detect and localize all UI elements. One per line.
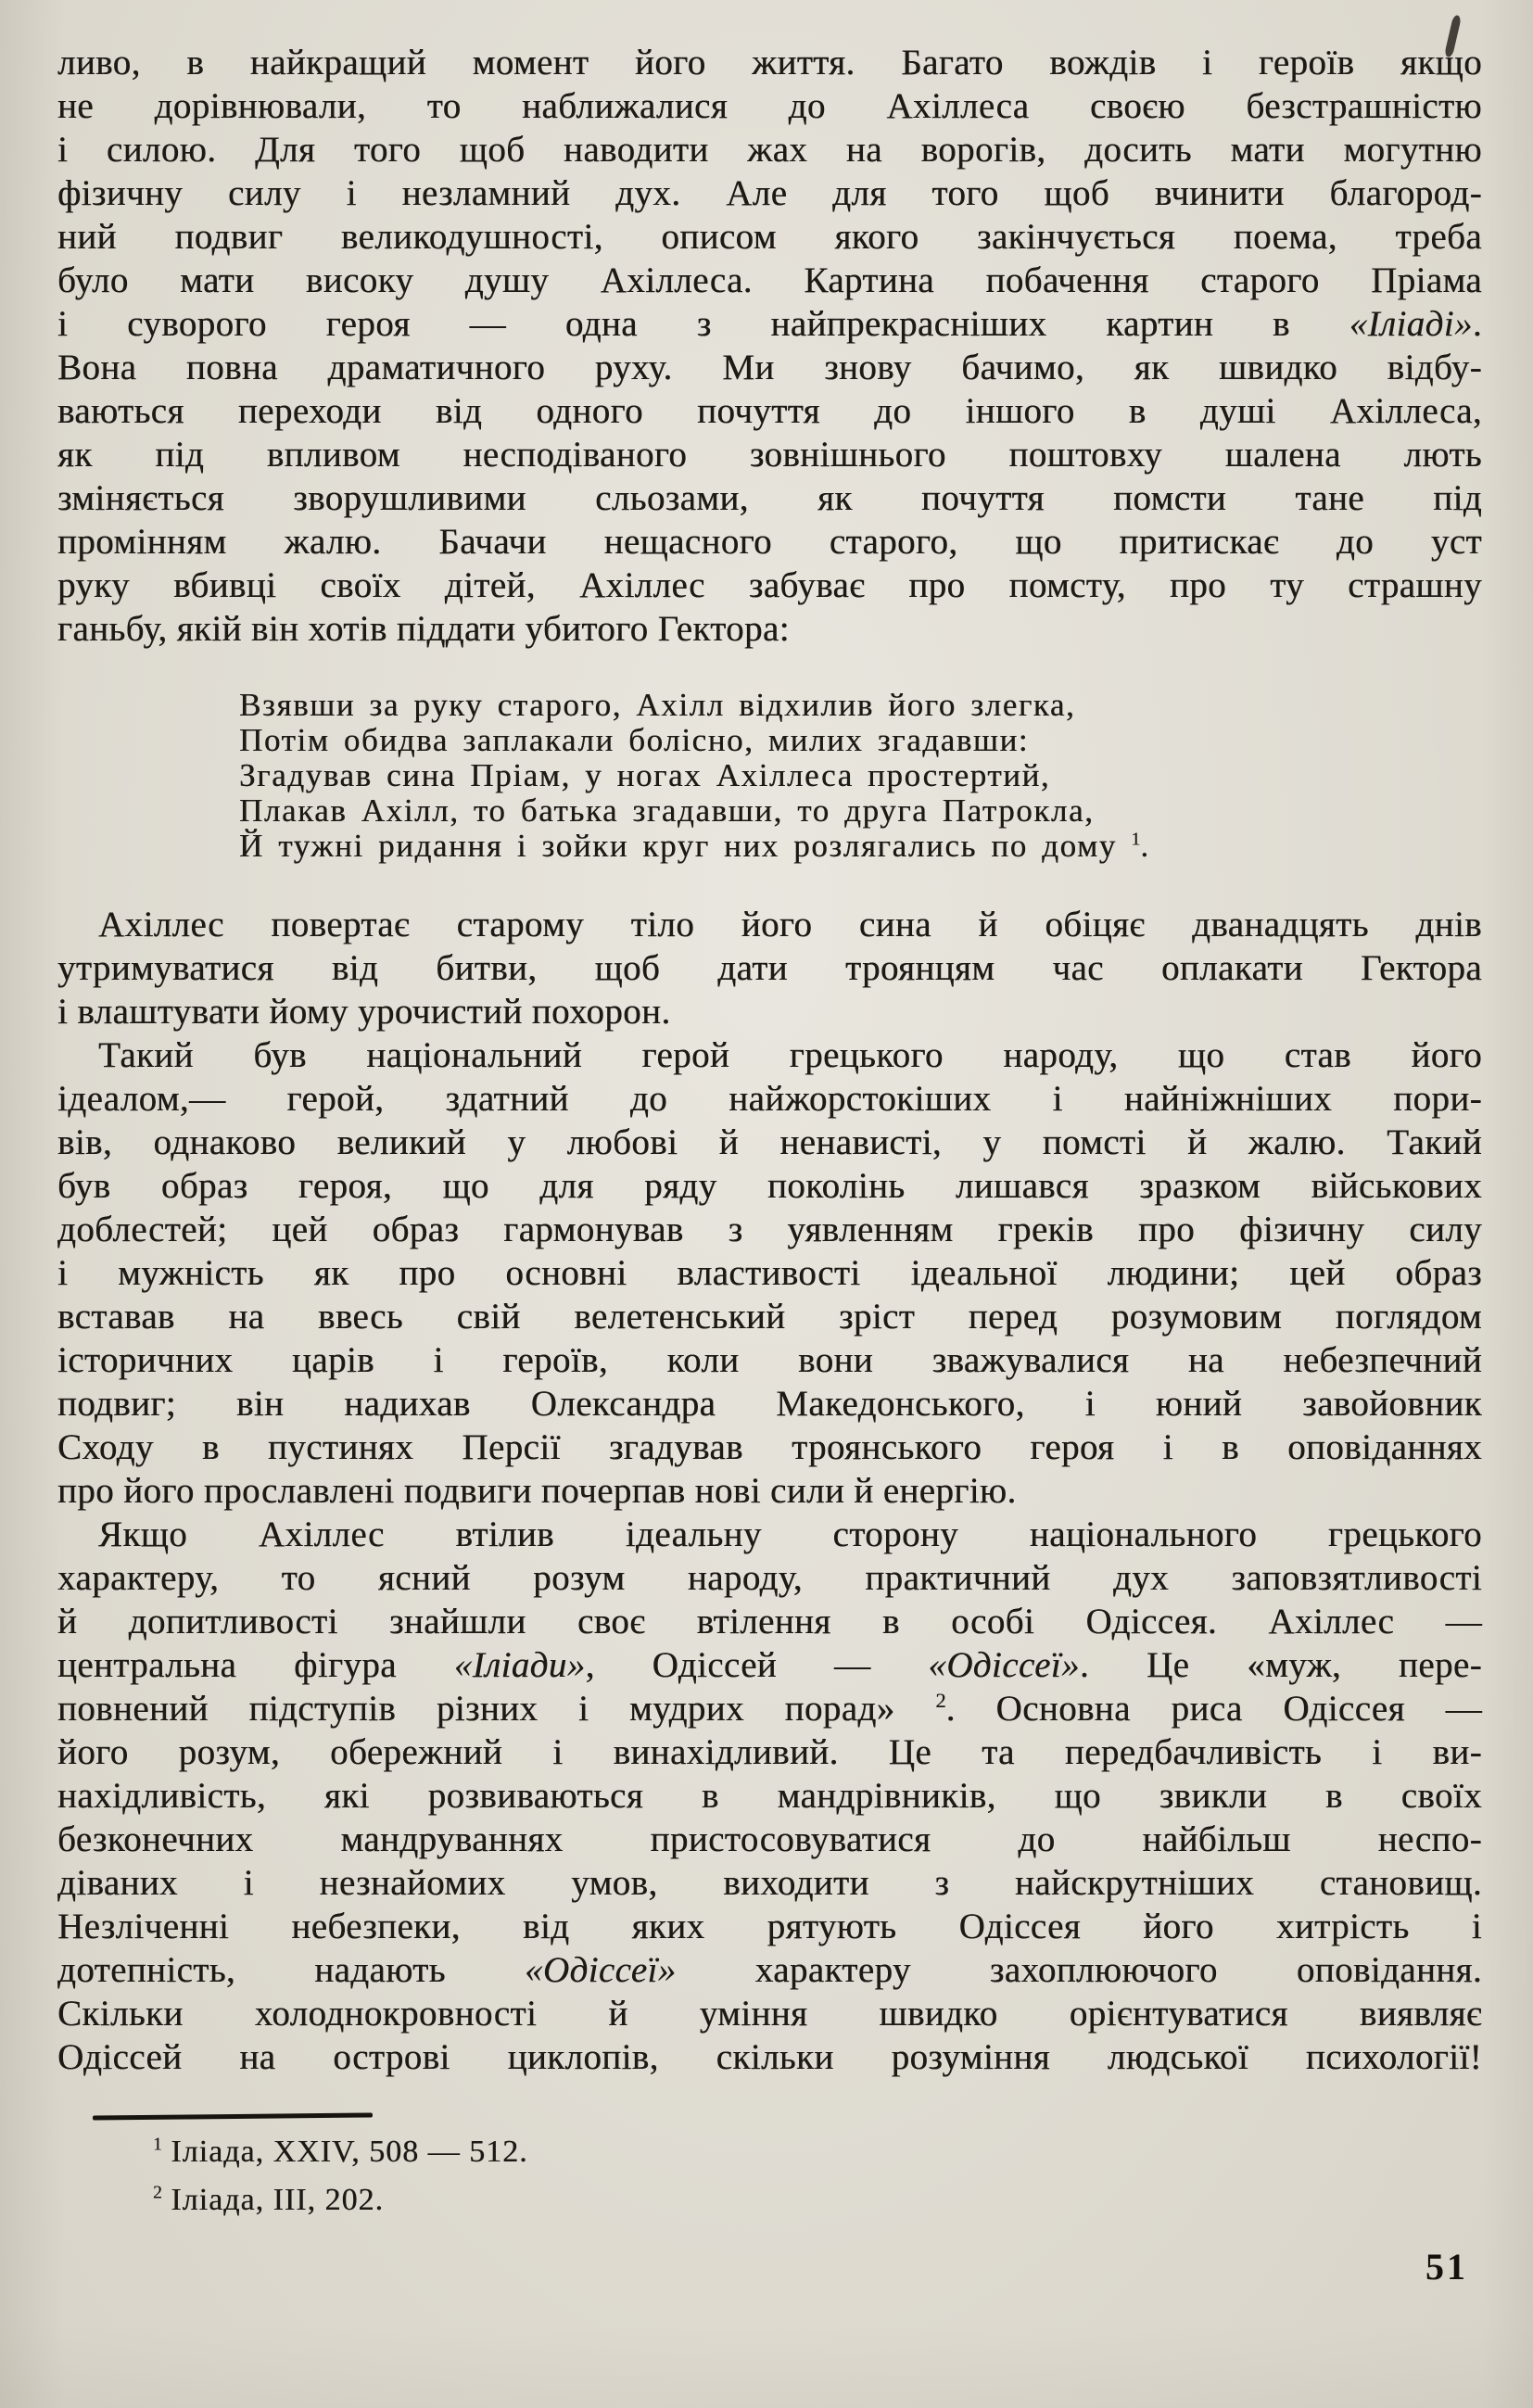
text-line: вставав на ввесь свій велетенський зріст перед розумовим поглядом — [57, 1297, 1482, 1337]
footnote-separator — [93, 2112, 373, 2120]
paragraph-national-hero — [57, 1033, 1482, 1513]
text-line: і влаштувати йому урочистий похорон. — [57, 992, 671, 1032]
text-line: його розум, обережний і винахідливий. Це та передбачливість і ви- — [57, 1732, 1482, 1772]
verse-quotation — [239, 688, 1482, 864]
text-line: і мужність як про основні властивості ідеальної людини; цей образ — [57, 1253, 1482, 1293]
text-line: промінням жалю. Бачачи нещасного старого, що притискає до уст — [57, 522, 1482, 562]
text-line: нахідливість, які розвиваються в мандрівників, що звикли в своїх — [57, 1776, 1482, 1816]
main-text-block — [57, 41, 1482, 2079]
paragraph-hector-funeral — [57, 903, 1482, 1033]
text-line: і суворого героя — одна з найпрекрасніших картин в «Іліаді». — [57, 304, 1482, 344]
text-line: було мати високу душу Ахіллеса. Картина побачення старого Пріама — [57, 260, 1482, 300]
text-line: діваних і незнайомих умов, виходити з найскрутніших становищ. — [57, 1863, 1482, 1903]
footnote-reference: 1 — [1131, 829, 1141, 850]
text-line: як під впливом несподіваного зовнішнього поштовху шалена лють — [57, 435, 1482, 475]
text-line: характеру, то ясний розум народу, практичний дух заповзятливості — [57, 1558, 1482, 1598]
text-line: зміняється зворушливими сльозами, як почуття помсти тане під — [57, 478, 1482, 518]
text-line: фізичну силу і незламний дух. Але для того щоб вчинити благород- — [57, 173, 1482, 213]
text-line: і силою. Для того щоб наводити жах на ворогів, досить мати могутню — [57, 130, 1482, 170]
footnote-line: $^2$ Іліада, III, 202. — [153, 2182, 385, 2217]
text-line: Якщо Ахіллес втілив ідеальну сторону національного грецького — [98, 1515, 1482, 1554]
text-line: повнений підступів різних і мудрих порад» $^2$. Основна риса Одіссея — — [57, 1689, 1483, 1729]
text-line: Одіссей на острові циклопів, скільки розуміння людської психології! — [57, 2037, 1482, 2077]
text-line: не дорівнювали, то наближалися до Ахіллеса своєю безстрашністю — [57, 86, 1482, 126]
text-line: ваються переходи від одного почуття до іншого в душі Ахіллеса, — [57, 391, 1482, 431]
text-line: Вона повна драматичного руху. Ми знову бачимо, як швидко відбу- — [57, 348, 1482, 387]
text-line: центральна фігура «Іліади», Одіссей — «Одіссеї». Це «муж, пере- — [57, 1645, 1482, 1685]
footnote-line: $^1$ Іліада, XXIV, 508 — 512. — [153, 2134, 528, 2169]
page-number: 51 — [1425, 2246, 1468, 2288]
text-line: Незліченні небезпеки, від яких рятують Одіссея його хитрість і — [57, 1907, 1482, 1946]
text-line: Сходу в пустинях Персії згадував троянського героя і в оповіданнях — [57, 1427, 1482, 1467]
text-line: ідеалом,— герой, здатний до найжорстокіших і найніжніших пори- — [57, 1079, 1482, 1119]
footnotes-block — [153, 2128, 1172, 2224]
verse-line: Й тужні ридання і зойки круг них розлягались по дому $^1$. — [239, 828, 1150, 864]
footnote-reference: 2 — [935, 1689, 946, 1712]
verse-line: Згадував сина Пріам, у ногах Ахіллеса простертий, — [239, 757, 1051, 793]
verse-line: Плакав Ахілл, то батька згадавши, то друга Патрокла, — [239, 792, 1095, 829]
text-line: ганьбу, якій він хотів піддати убитого Гектора: — [57, 609, 790, 649]
footnote-reference: 2 — [153, 2182, 162, 2203]
text-line: утримуватися від битви, щоб дати троянцям час оплакати Гектора — [57, 948, 1482, 988]
text-line: ливо, в найкращий момент його життя. Багато вождів і героїв якщо — [57, 43, 1482, 82]
text-line: був образ героя, що для ряду поколінь лишався зразком військових — [57, 1166, 1482, 1206]
text-line: безконечних мандруваннях пристосовуватися до найбільш неспо- — [57, 1819, 1482, 1859]
text-line: вів, однаково великий у любові й ненависті, у помсті й жалю. Такий — [57, 1122, 1482, 1162]
footnote-reference: 1 — [153, 2134, 162, 2155]
paragraph-continuation — [57, 41, 1482, 651]
text-line: про його прославлені подвиги почерпав нові сили й енергію. — [57, 1471, 1017, 1511]
paragraph-odysseus — [57, 1513, 1482, 2079]
text-line: руку вбивці своїх дітей, Ахіллес забуває про помсту, про ту страшну — [57, 565, 1482, 605]
text-line: й допитливості знайшли своє втілення в особі Одіссея. Ахіллес — — [57, 1602, 1482, 1641]
text-line: подвиг; він надихав Олександра Македонського, і юний завойовник — [57, 1384, 1482, 1424]
text-line: ний подвиг великодушності, описом якого закінчується поема, треба — [57, 217, 1482, 257]
verse-line: Потім обидва заплакали болісно, милих згадавши: — [239, 722, 1030, 758]
text-line: дотепність, надають «Одіссеї» характеру захоплюючого оповідання. — [57, 1950, 1483, 1990]
verse-line: Взявши за руку старого, Ахілл відхилив його злегка, — [239, 687, 1076, 723]
text-line: Скільки холоднокровності й уміння швидко орієнтуватися виявляє — [57, 1994, 1482, 2034]
text-line: доблестей; цей образ гармонував з уявленням греків про фізичну силу — [57, 1210, 1482, 1249]
text-line: Ахіллес повертає старому тіло його сина й обіцяє дванадцять днів — [98, 905, 1482, 944]
text-line: історичних царів і героїв, коли вони зважувалися на небезпечний — [57, 1340, 1482, 1380]
text-line: Такий був національний герой грецького народу, що став його — [98, 1035, 1482, 1075]
